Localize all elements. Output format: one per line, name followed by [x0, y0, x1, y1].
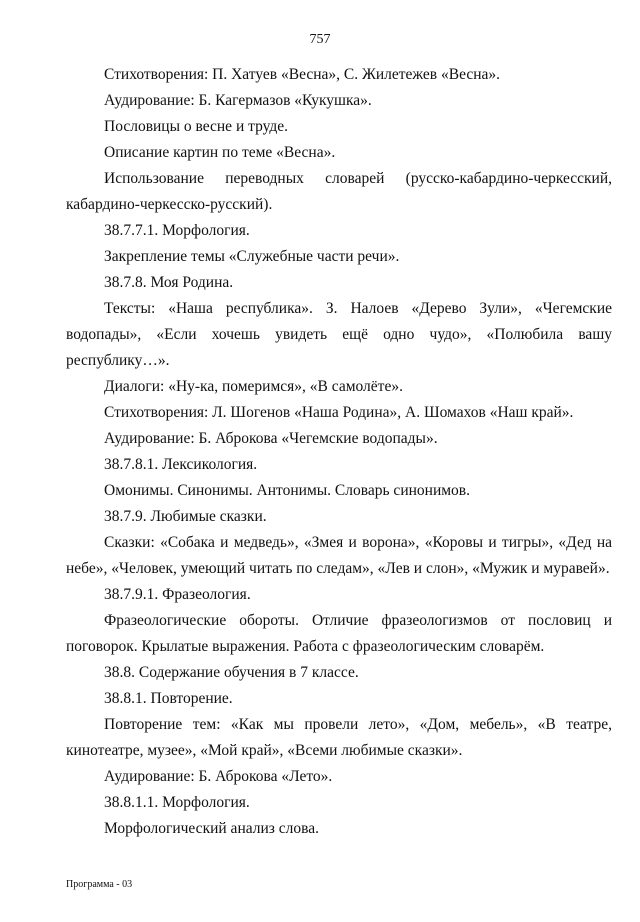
paragraph: Аудирование: Б. Кагермазов «Кукушка».: [104, 92, 372, 109]
paragraph: Стихотворения: П. Хатуев «Весна», С. Жилетежев «Весна».: [104, 66, 501, 83]
paragraph: Закрепление темы «Служебные части речи».: [104, 248, 400, 265]
section-heading: 38.8.1.1. Морфология.: [104, 794, 250, 811]
document-body: [66, 62, 612, 842]
paragraph: Тексты: «Наша республика». З. Налоев «Дерево Зули», «Чегемские водопады», «Если хочешь увидеть ещё одно чудо», «Полюбила вашу республику…».: [66, 300, 612, 369]
paragraph: Описание картин по теме «Весна».: [104, 144, 336, 161]
section-heading: 38.8.1. Повторение.: [104, 690, 233, 707]
paragraph: Использование переводных словарей (русско-кабардино-черкесский, кабардино-черкесско-русский).: [66, 170, 612, 213]
paragraph: Омонимы. Синонимы. Антонимы. Словарь синонимов.: [104, 482, 470, 499]
section-heading: 38.7.7.1. Морфология.: [104, 222, 250, 239]
paragraph: Фразеологические обороты. Отличие фразеологизмов от пословиц и поговорок. Крылатые выражения. Работа с фразеологическим словарём.: [66, 612, 612, 655]
paragraph: Диалоги: «Ну-ка, померимся», «В самолёте».: [104, 378, 403, 395]
paragraph: Сказки: «Собака и медведь», «Змея и ворона», «Коровы и тигры», «Дед на небе», «Человек, умеющий читать по следам», «Лев и слон», «Мужик и муравей».: [66, 534, 612, 577]
section-heading: 38.7.9. Любимые сказки.: [104, 508, 267, 525]
paragraph: Аудирование: Б. Аброкова «Лето».: [104, 768, 333, 785]
paragraph: Стихотворения: Л. Шогенов «Наша Родина», А. Шомахов «Наш край».: [104, 404, 574, 421]
section-heading: 38.7.9.1. Фразеология.: [104, 586, 251, 603]
footer-label: Программа - 03: [66, 879, 133, 890]
section-heading: 38.7.8. Моя Родина.: [104, 274, 234, 291]
paragraph: Морфологический анализ слова.: [104, 820, 320, 837]
paragraph: Аудирование: Б. Аброкова «Чегемские водопады».: [104, 430, 438, 447]
paragraph: Повторение тем: «Как мы провели лето», «Дом, мебель», «В театре, кинотеатре, музее», «Мой край», «Всеми любимые сказки».: [66, 716, 612, 759]
paragraph: Пословицы о весне и труде.: [104, 118, 289, 135]
section-heading: 38.8. Содержание обучения в 7 классе.: [104, 664, 359, 681]
section-heading: 38.7.8.1. Лексикология.: [104, 456, 258, 473]
page-number: 757: [309, 32, 331, 47]
